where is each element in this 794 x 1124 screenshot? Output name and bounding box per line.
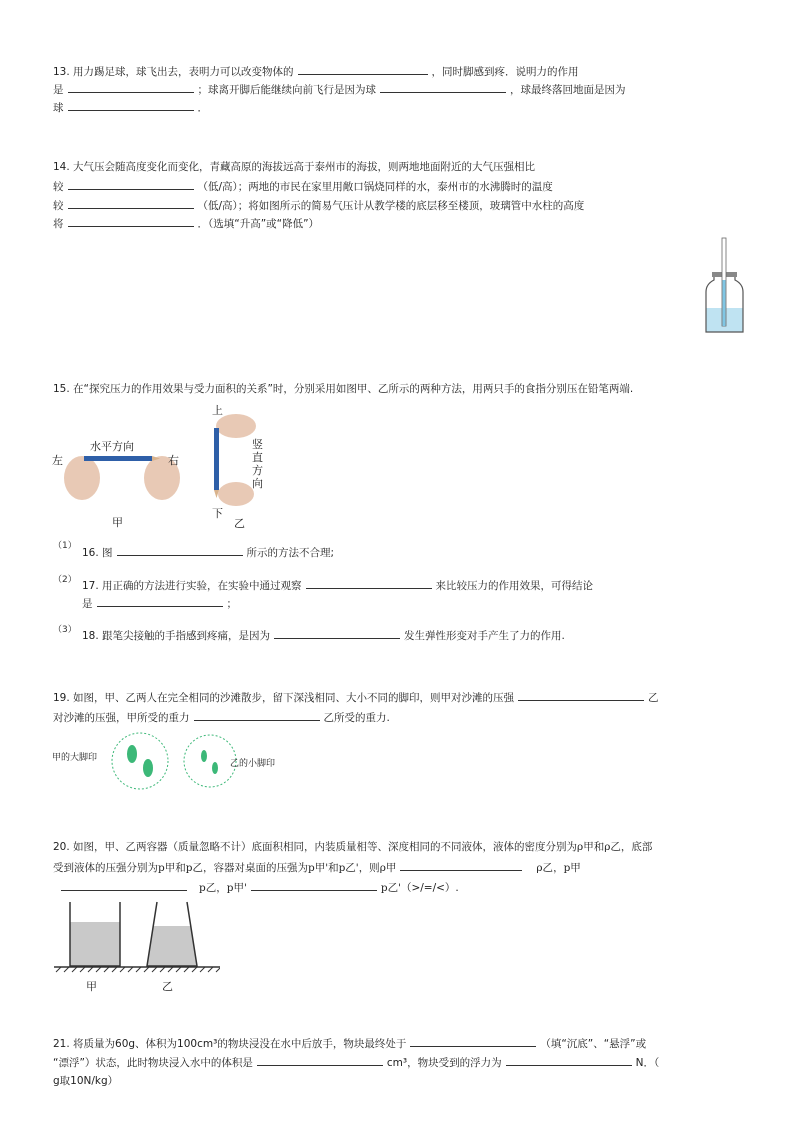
q13-blank-3[interactable] bbox=[380, 82, 506, 93]
q17-line-1: 17. 用正确的方法进行实验，在实验中通过观察 来比较压力的作用效果，可得结论 bbox=[82, 580, 594, 592]
fig-label-left: 左 bbox=[52, 454, 63, 467]
container-label-jia: 甲 bbox=[86, 980, 97, 993]
footprint-label-jia: 甲的大脚印 bbox=[52, 753, 98, 763]
q17-blank-2[interactable] bbox=[97, 596, 223, 607]
footprint-figure bbox=[108, 726, 248, 796]
q14-blank-1[interactable] bbox=[68, 179, 194, 190]
big-footprint-right bbox=[143, 759, 153, 777]
q13-line-1: 13. 用力踢足球，球飞出去，表明力可以改变物体的 ，同时脚感到疼．说明力的作用 bbox=[53, 66, 579, 78]
q14-line-4: 将 ．（选填“升高”或“降低”） bbox=[53, 218, 320, 230]
horizontal-pencil bbox=[84, 456, 152, 461]
footprint-circle-jia bbox=[112, 733, 168, 789]
q13-line-2: 是 ；球离开脚后能继续向前飞行是因为球 ，球最终落回地面是因为 bbox=[53, 84, 626, 96]
q14-line-2: 较 （低/高）；两地的市民在家里用敞口锅烧同样的水，泰州市的水沸腾时的温度 bbox=[53, 181, 553, 193]
container-jia-liquid bbox=[70, 922, 120, 966]
big-footprint-left bbox=[127, 745, 137, 763]
q21-blank-3[interactable] bbox=[506, 1055, 632, 1066]
small-footprint-right bbox=[212, 762, 218, 774]
q20-blank-3[interactable] bbox=[251, 880, 377, 891]
barometer-figure bbox=[700, 236, 750, 336]
q21-line-2: “漂浮”）状态，此时物块浸入水中的体积是 cm³，物块受到的浮力为 N．（ bbox=[53, 1057, 660, 1069]
fig-label-up: 上 bbox=[212, 404, 223, 417]
q20-line-1: 20. 如图，甲、乙两容器（质量忽略不计）底面积相同，内装质量相等、深度相同的不同液体，液体的密度分别为ρ甲和ρ乙，底部 bbox=[53, 841, 653, 853]
q13-blank-2[interactable] bbox=[68, 82, 194, 93]
q16-line: 16. 图 所示的方法不合理; bbox=[82, 547, 335, 559]
q20-line-2: 受到液体的压强分别为p甲和p乙，容器对桌面的压强为p甲'和p乙'，则ρ甲 ρ乙，p甲 bbox=[53, 862, 581, 874]
q14-line-1: 14. 大气压会随高度变化而变化，青藏高原的海拔远高于泰州市的海拔，则两地地面附近的大气压强相比 bbox=[53, 161, 536, 173]
sub-label-3: （3） bbox=[53, 625, 77, 635]
q15-stem: 15. 在“探究压力的作用效果与受力面积的关系”时，分别采用如图甲、乙所示的两种方法，用两只手的食指分别压在铅笔两端. bbox=[53, 383, 634, 395]
q18-blank[interactable] bbox=[274, 628, 400, 639]
q16-blank[interactable] bbox=[117, 545, 243, 556]
q21-blank-1[interactable] bbox=[410, 1036, 536, 1047]
q19-blank-1[interactable] bbox=[518, 690, 644, 701]
q14-blank-2[interactable] bbox=[68, 198, 194, 209]
barometer-water-column bbox=[723, 280, 726, 326]
q17-blank-1[interactable] bbox=[306, 578, 432, 589]
bottom-hand-shape bbox=[218, 482, 254, 506]
q17-line-2: 是 ； bbox=[82, 598, 237, 610]
q19-line-2: 对沙滩的压强，甲所受的重力 乙所受的重力. bbox=[53, 712, 390, 724]
sub-label-1: （1） bbox=[53, 541, 77, 551]
q21-line-1: 21. 将质量为60g、体积为100cm³的物块浸没在水中后放手，物块最终处于 （填“沉底”、“悬浮”或 bbox=[53, 1038, 647, 1050]
q19-blank-2[interactable] bbox=[194, 710, 320, 721]
q14-blank-3[interactable] bbox=[68, 216, 194, 227]
footprint-circle-yi bbox=[184, 735, 236, 787]
q19-line-1: 19. 如图，甲、乙两人在完全相同的沙滩散步，留下深浅相同、大小不同的脚印，则甲对沙滩的压强 乙 bbox=[53, 692, 659, 704]
fig-label-right: 右 bbox=[168, 454, 179, 467]
q21-line-3: g取10N/kg） bbox=[53, 1075, 119, 1087]
fig-label-yi: 乙 bbox=[234, 517, 245, 530]
fig-label-jia: 甲 bbox=[112, 516, 123, 529]
small-footprint-left bbox=[201, 750, 207, 762]
container-label-yi: 乙 bbox=[162, 980, 173, 993]
sub-label-2: （2） bbox=[53, 575, 77, 585]
q20-line-3: p乙，p甲' p乙'（>/=/<）. bbox=[53, 880, 459, 895]
q13-blank-4[interactable] bbox=[68, 100, 194, 111]
q18-line: 18. 跟笔尖接触的手指感到疼痛，是因为 发生弹性形变对手产生了力的作用. bbox=[82, 630, 565, 642]
fig-label-horizontal: 水平方向 bbox=[90, 440, 134, 453]
left-hand-shape bbox=[64, 456, 100, 500]
vertical-pencil bbox=[214, 428, 219, 490]
container-yi-liquid bbox=[147, 926, 197, 966]
q14-line-3: 较 （低/高）；将如图所示的简易气压计从教学楼的底层移至楼顶，玻璃管中水柱的高度 bbox=[53, 200, 585, 212]
pencil-figure-yi bbox=[208, 412, 258, 507]
fig-label-down: 下 bbox=[212, 507, 223, 520]
containers-figure bbox=[54, 898, 220, 978]
fig-label-vertical: 竖直方向 bbox=[252, 438, 263, 490]
q13-line-3: 球 ． bbox=[53, 102, 208, 114]
q20-blank-2[interactable] bbox=[61, 880, 187, 891]
q13-blank-1[interactable] bbox=[298, 64, 428, 75]
q20-blank-1[interactable] bbox=[400, 860, 522, 871]
footprint-label-yi: 乙的小脚印 bbox=[230, 759, 276, 769]
q21-blank-2[interactable] bbox=[257, 1055, 383, 1066]
